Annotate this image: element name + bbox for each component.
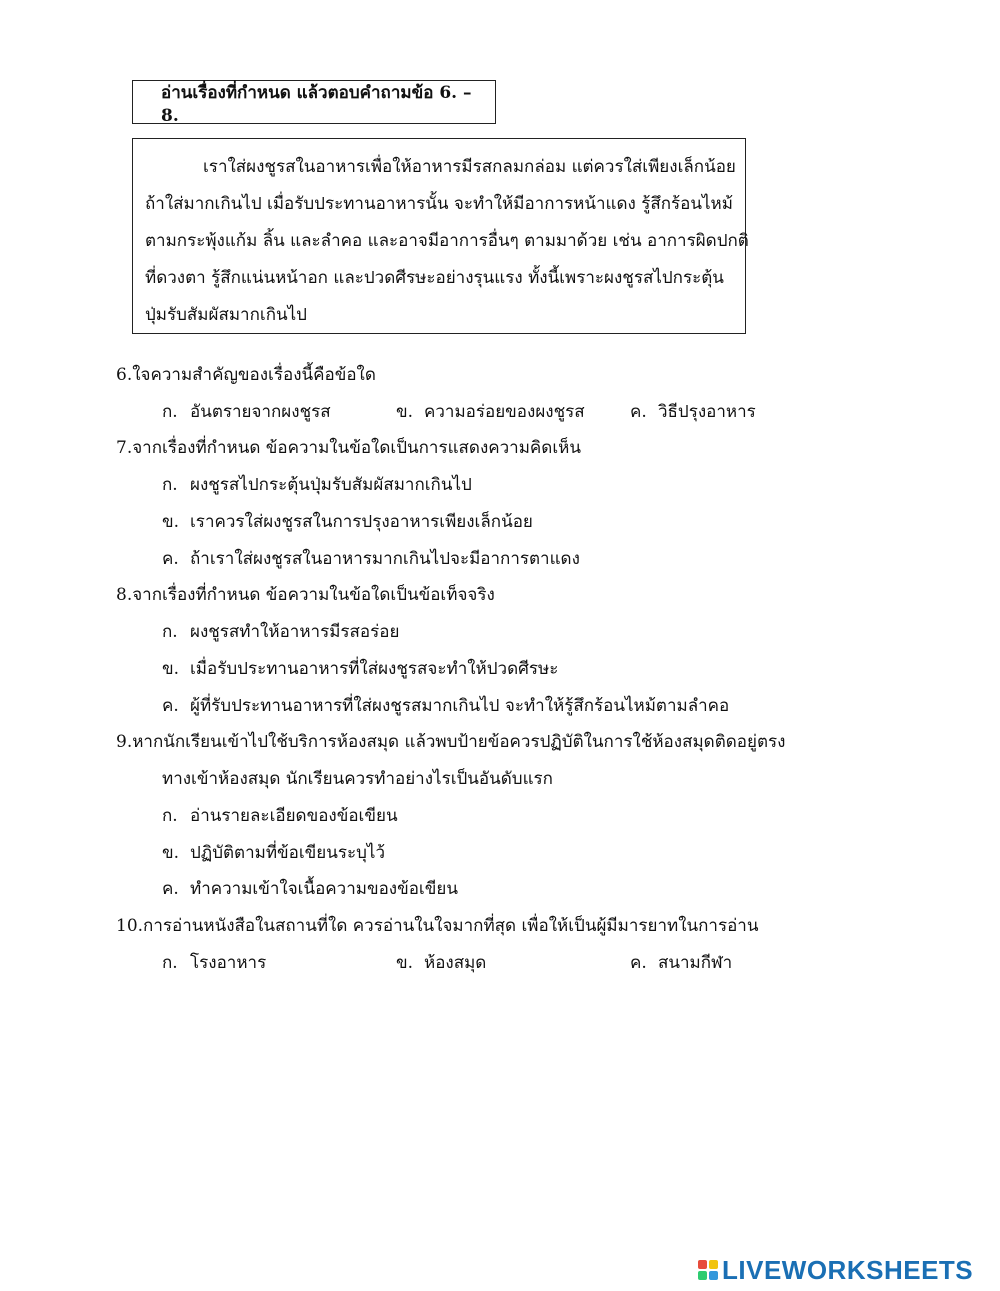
passage-line: เราใส่ผงชูรสในอาหารเพื่อให้อาหารมีรสกลมกล่อม แต่ควรใส่เพียงเล็กน้อย — [203, 157, 736, 177]
option-text: ถ้าเราใส่ผงชูรสในอาหารมากเกินไปจะมีอาการตาแดง — [190, 549, 580, 569]
q7-option-a[interactable] — [162, 473, 472, 497]
q10-option-b[interactable] — [396, 951, 486, 975]
option-text: ห้องสมุด — [424, 953, 487, 973]
q9-option-c[interactable] — [162, 877, 458, 901]
q7-option-b[interactable] — [162, 510, 533, 534]
option-text: เราควรใส่ผงชูรสในการปรุงอาหารเพียงเล็กน้อย — [190, 512, 533, 532]
q8-option-c[interactable] — [162, 694, 729, 718]
q8-option-b[interactable] — [162, 657, 558, 681]
question-9: 9.หากนักเรียนเข้าไปใช้บริการห้องสมุด แล้วพบป้ายข้อควรปฏิบัติในการใช้ห้องสมุดติดอยู่ตรง — [116, 732, 786, 752]
logo-square — [698, 1271, 707, 1280]
option-letter: ข. — [162, 659, 180, 679]
option-letter: ค. — [162, 549, 179, 569]
q10-option-c[interactable] — [630, 951, 732, 975]
option-text: ผู้ที่รับประทานอาหารที่ใส่ผงชูรสมากเกินไป จะทำให้รู้สึกร้อนไหม้ตามลำคอ — [190, 696, 730, 716]
option-letter: ข. — [162, 843, 180, 863]
option-text: อันตรายจากผงชูรส — [190, 402, 331, 422]
instruction-text: อ่านเรื่องที่กำหนด แล้วตอบคำถามข้อ 6. – 8. — [161, 82, 472, 126]
option-letter: ค. — [630, 953, 647, 973]
q10-option-a[interactable] — [162, 951, 266, 975]
q6-option-b[interactable] — [396, 400, 585, 424]
option-letter: ข. — [396, 402, 414, 422]
liveworksheets-logo-icon — [698, 1260, 718, 1280]
passage-line: ปุ่มรับสัมผัสมากเกินไป — [145, 305, 307, 325]
option-text: ผงชูรสไปกระตุ้นปุ่มรับสัมผัสมากเกินไป — [190, 475, 472, 495]
option-text: ผงชูรสทำให้อาหารมีรสอร่อย — [190, 622, 400, 642]
q6-option-a[interactable] — [162, 400, 331, 424]
option-text: ปฏิบัติตามที่ข้อเขียนระบุไว้ — [190, 843, 386, 863]
option-letter: ค. — [162, 696, 179, 716]
question-10: 10.การอ่านหนังสือในสถานที่ใด ควรอ่านในใจมากที่สุด เพื่อให้เป็นผู้มีมารยาทในการอ่าน — [116, 916, 759, 936]
reading-passage — [132, 138, 749, 334]
q9-option-a[interactable] — [162, 804, 398, 828]
brand-name: LIVEWORKSHEETS — [722, 1254, 974, 1285]
passage-line: ถ้าใส่มากเกินไป เมื่อรับประทานอาหารนั้น จะทำให้มีอาการหน้าแดง รู้สึกร้อนไหม้ — [145, 194, 733, 214]
option-text: อ่านรายละเอียดของข้อเขียน — [190, 806, 398, 826]
q9-option-b[interactable] — [162, 841, 385, 865]
liveworksheets-brand[interactable] — [698, 1256, 973, 1284]
q8-option-a[interactable] — [162, 620, 399, 644]
option-letter: ก. — [162, 402, 178, 422]
option-letter: ข. — [162, 512, 180, 532]
q7-option-c[interactable] — [162, 547, 580, 571]
option-text: สนามกีฬา — [658, 953, 733, 973]
question-9-continued: ทางเข้าห้องสมุด นักเรียนควรทำอย่างไรเป็นอันดับแรก — [162, 769, 553, 789]
instruction-box — [132, 80, 496, 124]
logo-square — [698, 1260, 707, 1269]
option-letter: ข. — [396, 953, 414, 973]
option-letter: ค. — [630, 402, 647, 422]
option-letter: ก. — [162, 622, 178, 642]
logo-square — [709, 1260, 718, 1269]
question-7: 7.จากเรื่องที่กำหนด ข้อความในข้อใดเป็นการแสดงความคิดเห็น — [116, 438, 581, 458]
option-text: เมื่อรับประทานอาหารที่ใส่ผงชูรสจะทำให้ปวดศีรษะ — [190, 659, 559, 679]
option-text: ทำความเข้าใจเนื้อความของข้อเขียน — [190, 879, 458, 899]
option-letter: ค. — [162, 879, 179, 899]
option-text: ความอร่อยของผงชูรส — [424, 402, 585, 422]
logo-square — [709, 1271, 718, 1280]
q6-option-c[interactable] — [630, 400, 756, 424]
option-text: โรงอาหาร — [190, 953, 267, 973]
option-text: วิธีปรุงอาหาร — [658, 402, 756, 422]
option-letter: ก. — [162, 806, 178, 826]
option-letter: ก. — [162, 475, 178, 495]
question-6: 6.ใจความสำคัญของเรื่องนี้คือข้อใด — [116, 365, 376, 385]
option-letter: ก. — [162, 953, 178, 973]
question-8: 8.จากเรื่องที่กำหนด ข้อความในข้อใดเป็นข้อเท็จจริง — [116, 585, 495, 605]
passage-line: ที่ดวงตา รู้สึกแน่นหน้าอก และปวดศีรษะอย่างรุนแรง ทั้งนี้เพราะผงชูรสไปกระตุ้น — [145, 268, 724, 288]
passage-line: ตามกระพุ้งแก้ม ลิ้น และลำคอ และอาจมีอาการอื่นๆ ตามมาด้วย เช่น อาการผิดปกติ — [145, 231, 749, 251]
